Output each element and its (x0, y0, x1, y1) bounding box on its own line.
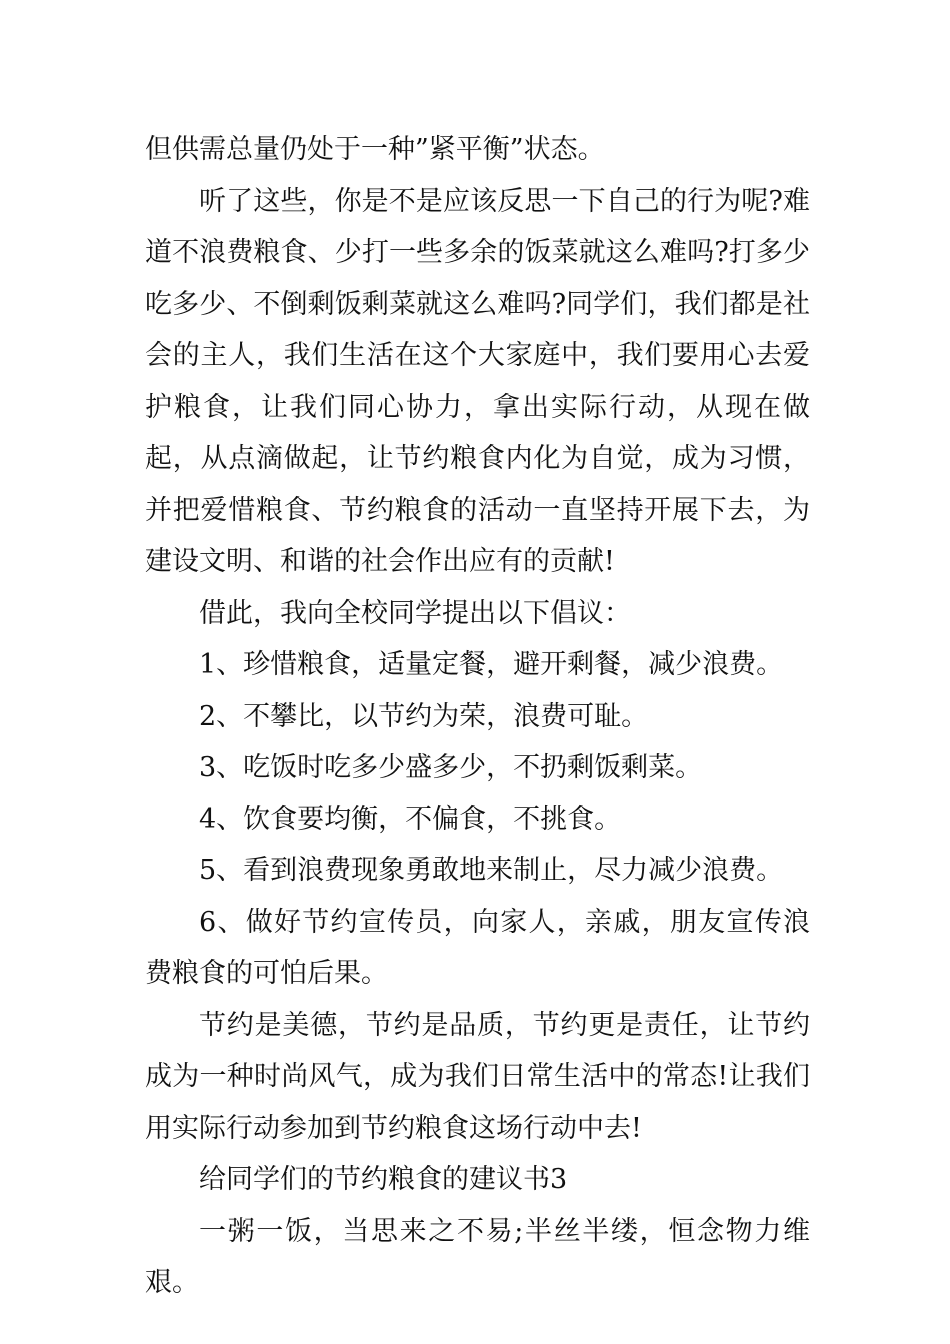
list-item-2: 2、不攀比，以节约为荣，浪费可耻。 (199, 700, 649, 732)
paragraph-quote: 一粥一饭，当思来之不易;半丝半缕，恒念物力维艰。 (145, 1215, 810, 1298)
list-item-4: 4、饮食要均衡，不偏食，不挑食。 (199, 803, 622, 835)
paragraph-conclusion: 节约是美德，节约是品质，节约更是责任，让节约成为一种时尚风气，成为我们日常生活中的常态!让我们用实际行动参加到节约粮食这场行动中去! (145, 1009, 810, 1144)
document-body (145, 124, 810, 1309)
list-item-1: 1、珍惜粮食，适量定餐，避开剩餐，减少浪费。 (199, 649, 784, 680)
list-item-3: 3、吃饭时吃多少盛多少，不扔剩饭剩菜。 (199, 752, 703, 783)
section-heading: 给同学们的节约粮食的建议书3 (199, 1164, 568, 1195)
paragraph-reflection: 听了这些，你是不是应该反思一下自己的行为呢?难道不浪费粮食、少打一些多余的饭菜就这么难吗?打多少吃多少、不倒剩饭剩菜就这么难吗?同学们，我们都是社会的主人，我们生活在这个大家庭中，我们要用心去爱护粮食，让我们同心协力，拿出实际行动，从现在做起，从点滴做起，让节约粮食内化为自觉，成为习惯，并把爱惜粮食、节约粮食的活动一直坚持开展下去，为建设文明、和谐的社会作出应有的贡献! (145, 185, 810, 577)
paragraph-continuation: 但供需总量仍处于一种”紧平衡”状态。 (145, 134, 605, 165)
list-item-5: 5、看到浪费现象勇敢地来制止，尽力减少浪费。 (199, 855, 784, 886)
paragraph-proposal-intro: 借此，我向全校同学提出以下倡议： (199, 597, 631, 629)
list-item-6: 6、做好节约宣传员，向家人，亲戚，朋友宣传浪费粮食的可怕后果。 (145, 906, 810, 989)
